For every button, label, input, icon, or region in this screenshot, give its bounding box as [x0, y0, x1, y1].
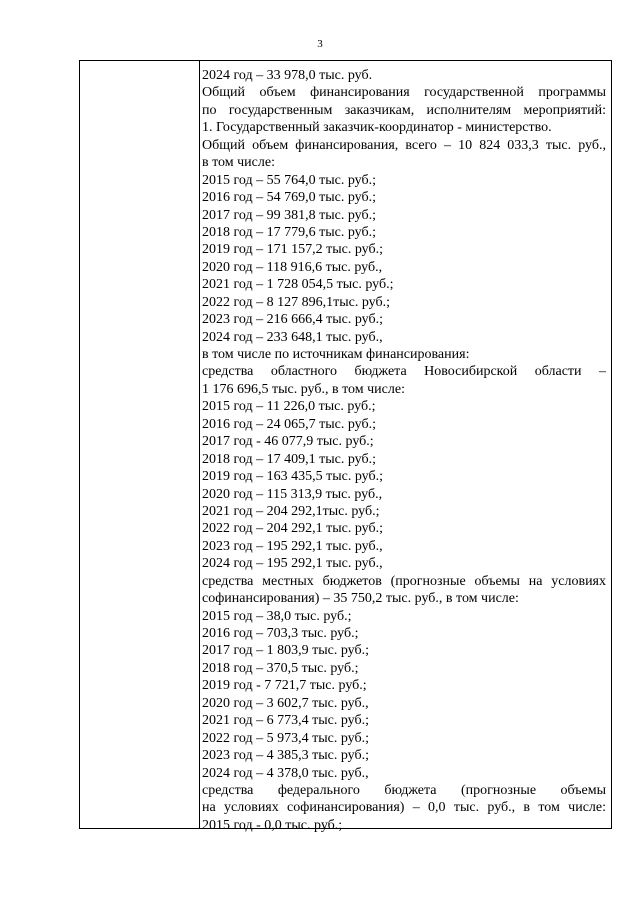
text-line: 2015 год – 38,0 тыс. руб.; — [202, 608, 352, 624]
text-line: 2020 год – 3 602,7 тыс. руб., — [202, 695, 369, 711]
text-line: 2022 год – 5 973,4 тыс. руб.; — [202, 730, 369, 746]
text-line: 1 176 696,5 тыс. руб., в том числе: — [202, 381, 405, 397]
text-line: 2018 год – 17 779,6 тыс. руб.; — [202, 224, 376, 240]
text-line: 2017 год – 99 381,8 тыс. руб.; — [202, 207, 376, 223]
page-number: 3 — [317, 38, 323, 50]
text-line: на условиях софинансирования) – 0,0 тыс. руб., в том числе: — [202, 800, 606, 816]
text-line: 2020 год – 115 313,9 тыс. руб., — [202, 486, 383, 502]
text-line: 2023 год – 195 292,1 тыс. руб., — [202, 538, 383, 554]
document-table — [79, 60, 612, 833]
text-line: 1. Государственный заказчик-координатор - министерство. — [202, 120, 552, 136]
text-line: 2019 год - 7 721,7 тыс. руб.; — [202, 678, 367, 694]
text-line: 2023 год – 4 385,3 тыс. руб.; — [202, 748, 369, 764]
text-line: 2020 год – 118 916,6 тыс. руб., — [202, 259, 383, 275]
text-line: 2019 год – 163 435,5 тыс. руб.; — [202, 469, 383, 485]
text-line: 2023 год – 216 666,4 тыс. руб.; — [202, 312, 383, 328]
text-line: в том числе: — [202, 155, 275, 171]
text-line: по государственным заказчикам, исполнителям мероприятий: — [202, 102, 606, 118]
text-line: 2019 год – 171 157,2 тыс. руб.; — [202, 242, 383, 258]
text-line: Общий объем финансирования государственной программы — [202, 85, 606, 101]
text-line: средства местных бюджетов (прогнозные объемы на условиях — [202, 573, 606, 589]
table-right-cell — [202, 67, 606, 834]
text-line: средства федерального бюджета (прогнозные объемы — [202, 782, 606, 798]
text-line: 2024 год – 33 978,0 тыс. руб. — [202, 68, 373, 83]
text-line: 2021 год – 6 773,4 тыс. руб.; — [202, 713, 369, 729]
text-line: средства областного бюджета Новосибирской области – — [202, 364, 606, 380]
text-line: 2022 год – 8 127 896,1тыс. руб.; — [202, 294, 390, 310]
text-line: 2021 год – 1 728 054,5 тыс. руб.; — [202, 277, 394, 293]
table-left-cell — [80, 61, 199, 828]
text-line: 2016 год – 703,3 тыс. руб.; — [202, 626, 359, 641]
text-line: 2015 год – 11 226,0 тыс. руб.; — [202, 399, 376, 415]
text-line: 2021 год – 204 292,1тыс. руб.; — [202, 503, 380, 519]
column-divider — [199, 61, 200, 828]
text-line: 2024 год – 4 378,0 тыс. руб., — [202, 765, 369, 781]
text-line: Общий объем финансирования, всего – 10 824 033,3 тыс. руб., — [202, 137, 606, 153]
text-line: 2018 год – 17 409,1 тыс. руб.; — [202, 451, 376, 467]
text-line: 2024 год – 195 292,1 тыс. руб., — [202, 556, 383, 572]
text-line: 2015 год - 0,0 тыс. руб.; — [202, 817, 343, 833]
text-line: 2017 год – 1 803,9 тыс. руб.; — [202, 643, 369, 659]
text-line: 2016 год – 24 065,7 тыс. руб.; — [202, 416, 376, 432]
text-line: в том числе по источникам финансирования: — [202, 347, 470, 362]
text-line: 2022 год – 204 292,1 тыс. руб.; — [202, 521, 383, 537]
text-line: софинансирования) – 35 750,2 тыс. руб., в том числе: — [202, 591, 519, 607]
text-line: 2018 год – 370,5 тыс. руб.; — [202, 660, 359, 676]
text-line: 2017 год - 46 077,9 тыс. руб.; — [202, 434, 374, 450]
text-line: 2015 год – 55 764,0 тыс. руб.; — [202, 172, 376, 188]
text-line: 2016 год – 54 769,0 тыс. руб.; — [202, 190, 376, 206]
text-line: 2024 год – 233 648,1 тыс. руб., — [202, 329, 383, 345]
